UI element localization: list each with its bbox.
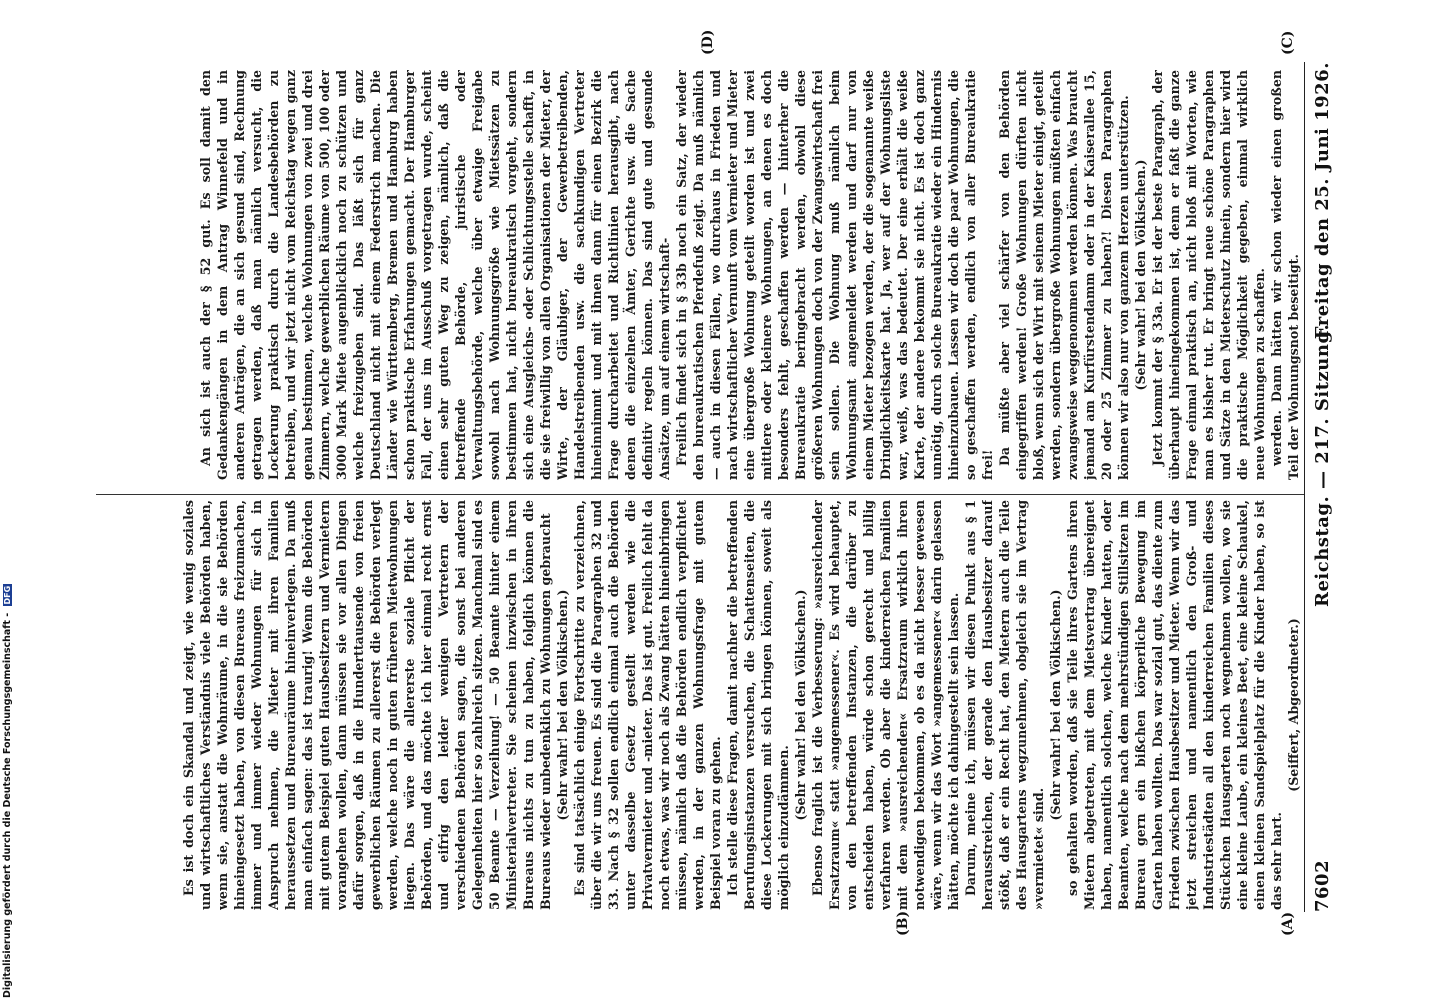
- left-column-paragraph: Ich stelle diese Fragen, damit nachher die betreffenden Berufungsinstanzen versuchen, die Schattenseiten, die diese Lockerungen mit sich bringen können, soweit als möglich einzudämmen.: [725, 500, 791, 910]
- left-column: [94, 500, 1302, 910]
- right-column-paragraph: werden. Dann hätten wir schon wieder einen großen Teil der Wohnungsnot beseitigt.: [1269, 70, 1301, 480]
- dfg-logo: DFG: [3, 585, 12, 605]
- right-column-paragraph: (Sehr wahr! bei den Völkischen.): [1133, 159, 1148, 391]
- left-column-paragraph: (Sehr wahr! bei den Völkischen.): [793, 589, 808, 821]
- right-column: [94, 70, 1302, 480]
- header-date: Freitag den 25. Juni 1926.: [1312, 62, 1333, 340]
- left-column-paragraph: Es sind tatsächlich einige Fortschritte zu verzeichnen, über die wir uns freuen. Es sind die Paragraphen 32 und 33. Nach § 32 sollen endlich einmal auch die Behörden unter dasselbe Gesetz gestellt werden wie die Privatvermieter und -mieter. Das ist gut. Freilich fehlt da noch etwas, was wir noch als Zwang hätten hineinbringen müssen, nämlich daß die Behörden endlich verpflichtet werden, in der ganzen Wohnungsfrage mit gutem Beispiel voran zu gehen.: [572, 500, 723, 910]
- left-column-paragraph: (Sehr wahr! bei den Völkischen.): [555, 589, 570, 821]
- right-column-paragraph: Da müßte aber viel schärfer von den Behörden eingegriffen werden! Große Wohnungen dürften nicht bloß, wenn sich der Wirt mit seinem Mieter einigt, geteilt werden, sondern übergroße Wohnungen müßten einfach zwangsweise weggenommen werden können. Was braucht jemand am Kurfürstendamm oder in der Kaiserallee 15, 20 oder 25 Zimmer zu haben?! Diesen Paragraphen können wir also nur von ganzem Herzen unterstützen.: [997, 70, 1131, 480]
- margin-mark-b: (B): [895, 910, 911, 936]
- footer-credit: [0, 0, 20, 1000]
- margin-mark-c: (C): [1280, 30, 1296, 55]
- margin-mark-d: (D): [700, 29, 716, 55]
- right-column-paragraph: An sich ist auch der § 52 gut. Es soll damit den Gedankengängen in dem Antrag Winnefeld und in anderen Anträgen, die an sich gesund sind, Rechnung getragen werden, daß man nämlich versucht, die Lockerung praktisch durch die Landesbehörden zu betreiben, und wir jetzt nicht vom Reichstag wegen ganz genau bestimmen, welche Wohnungen von zwei und drei Zimmern, welche gewerblichen Räume von 500, 100 oder 3000 Mark Miete augenblicklich noch zu schützen und welche freizugeben sind. Das läßt sich für ganz Deutschland nicht mit einem Federstrich machen. Die Länder wie Württemberg, Bremen und Hamburg haben schon praktische Erfahrungen gemacht. Der Hamburger Fall, der uns im Ausschuß vorgetragen wurde, scheint einen sehr guten Weg zu zeigen, nämlich, daß die betreffende Behörde, juristische oder Verwaltungsbehörde, welche über etwaige Freigabe sowohl nach Wohnungsgröße wie Mietssätzen zu bestimmen hat, nicht bureaukratisch vorgeht, sondern sich eine Ausgleichs- oder Schlichtungsstelle schafft, in die sie freiwillig von allen Organisationen der Mieter, der Wirte, der Gläubiger, der Gewerbetreibenden, Handelstreibenden usw. die sachkundigen Vertreter hineinnimmt und mit ihnen dann für einen Bezirk die Frage durcharbeitet und Richtlinien herausgibt, nach denen die einzelnen Ämter, Gerichte usw. die Sache definitiv regeln können. Das sind gute und gesunde Ansätze, um auf einem wirtschaft-: [198, 70, 672, 480]
- right-column-paragraph: Jetzt kommt der § 33a. Er ist der beste Paragraph, der überhaupt hineingekommen ist, denn er faßt die ganze Frage einmal praktisch an, nicht bloß mit Worten, wie man es bisher tut. Er bringt neue schöne Paragraphen und Sätze in den Mieterschutz hinein, sondern hier wird die praktische Möglichkeit gegeben, einmal wirklich neue Wohnungen zu schaffen.: [1150, 70, 1267, 480]
- header-title: Reichstag. — 217. Sitzung.: [1312, 323, 1333, 607]
- left-column-paragraph: Ebenso fraglich ist die Verbesserung: »ausreichender Ersatzraum« statt »angemessener«. Es wird behauptet, von den betreffenden Instanzen, die darüber zu entscheiden haben, würde schon gerecht und billig verfahren werden. Ob aber die kinderreichen Familien mit dem »ausreichenden« Ersatzraum wirklich ihren notwendigen bekommen, ob es da nicht besser gewesen wäre, wenn wir das Wort »angemessener« darin gelassen hätten, möchte ich dahingestellt sein lassen.: [810, 500, 961, 910]
- left-column-paragraph: (Sehr wahr! bei den Völkischen.): [1048, 589, 1063, 821]
- footer-text: Digitalisierung gefördert durch die Deutsche Forschungsgemeinschaft -: [2, 612, 13, 998]
- left-column-paragraph: (Seiffert, Abgeordneter.): [1286, 618, 1301, 792]
- left-column-paragraph: Es ist doch ein Skandal und zeigt, wie wenig soziales und wirtschaftliches Verständnis viele Behörden haben, wenn sie, anstatt die Wohnräume, in die sie Behörden hineingesetzt haben, von diesen Bureaus freizumachen, immer und immer wieder Wohnungen für sich in Anspruch nehmen, die Mieter mit ihren Familien heraussetzen und Bureauräume hineinverlegen. Da muß man einfach sagen: das ist traurig! Wenn die Behörden mit gutem Beispiel guten Hausbesitzern und Vermietern vorangehen wollen, dann müssen sie vor allen Dingen dafür sorgen, daß in die Hunderttausende von freien gewerblichen Räumen zu allererst die Behörden verlegt werden, welche noch in guten früheren Mietwohnungen liegen. Das wäre die allererste soziale Pflicht der Behörden, und das möchte ich hier einmal recht ernst und eifrig den leider wenigen Vertretern der verschiedenen Behörden sagen, die sonst bei anderen Gelegenheiten hier so zahlreich sitzen. Manchmal sind es 50 Beamte — Verzeihung! — 50 Beamte hinter einem Ministerialvertreter. Sie scheinen inzwischen in ihren Bureaus nichts zu tun zu haben, folglich können die Bureaus wieder unbedenklich zu Wohnungen gebraucht: [181, 500, 553, 910]
- column-divider: [96, 494, 1304, 495]
- left-column-paragraph: so gehalten worden, daß sie Teile ihres Gartens ihren Mietern abgetreten, mit dem Mietsvertrag übereignet haben, namentlich solchen, welche Kinder hatten, oder Beamten, welche nach dem mehrstündigen Stillsitzen im Bureau gern ein bißchen körperliche Bewegung im Garten haben wollten. Das war sozial gut, das diente zum Frieden zwischen Hausbesitzer und Mieter. Wenn wir das jetzt streichen und namentlich den Groß- und Industriestädten all den kinderreichen Familien dieses Stückchen Hausgarten noch wegnehmen wollen, wo sie eine kleine Laube, ein kleines Beet, eine kleine Schaukel, einen kleinen Sandspielplatz für die Kinder haben, so ist das sehr hart.: [1065, 500, 1284, 910]
- page-number: 7602: [1312, 859, 1333, 912]
- header-rule: [1304, 62, 1305, 912]
- page-header: [1312, 62, 1340, 912]
- left-column-paragraph: Darum, meine ich, müssen wir diesen Punkt aus § 1 herausstreichen, der gerade den Hausbesitzer darauf stößt, daß er ein Recht hat, den Mietern auch die Teile des Hausgartens wegzunehmen, obgleich sie im Vertrag »vermietet« sind.: [963, 500, 1046, 910]
- right-column-paragraph: Freilich findet sich in § 33b noch ein Satz, der wieder den bureaukratischen Pferdefuß zeigt. Da muß nämlich — auch in diesen Fällen, wo durchaus in Frieden und nach wirtschaftlicher Vernunft vom Vermieter und Mieter eine übergroße Wohnung geteilt worden ist und zwei mittlere oder kleinere Wohnungen, an denen es doch besonders fehlt, geschaffen werden — hinterher die Bureaukratie beringebracht werden, obwohl diese größeren Wohnungen doch von der Zwangswirtschaft frei sein sollen. Die Wohnung muß nämlich beim Wohnungsamt angemeldet werden und darf nur von einem Mieter bezogen werden, der die sogenannte weiße Dringlichkeitskarte hat. Ja, wer auf der Wohnungsliste war, weiß, was das bedeutet. Der eine erhält die weiße Karte, der andere bekommt sie nicht. Es ist doch ganz unnötig, durch solche Bureaukratie wieder ein Hindernis hineinzubauen. Lassen wir doch die paar Wohnungen, die so geschaffen werden, endlich von aller Bureaukratie frei!: [674, 70, 995, 480]
- margin-mark-a: (A): [1280, 911, 1296, 936]
